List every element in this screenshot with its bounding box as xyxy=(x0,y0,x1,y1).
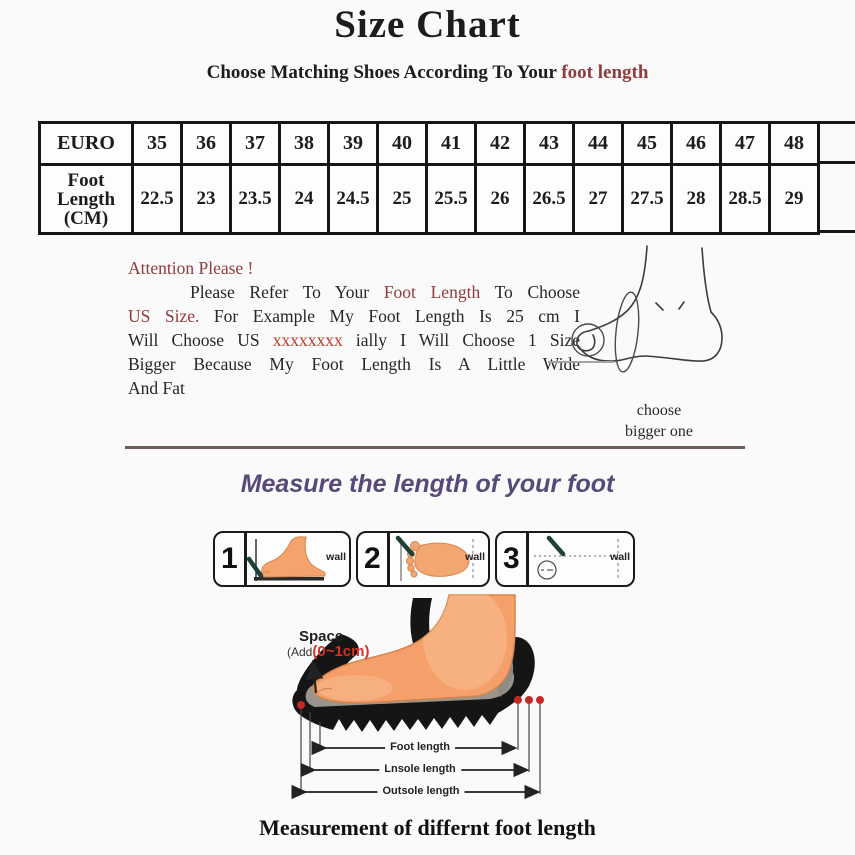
section-divider xyxy=(125,446,745,449)
bottom-caption: Measurement of differnt foot length xyxy=(259,815,596,840)
insole-length-label: Lnsole length xyxy=(379,763,461,775)
cm-cell: 26 xyxy=(476,165,525,234)
space-sub-label xyxy=(287,643,369,660)
foot-length-label: Foot length xyxy=(385,741,455,753)
table-row xyxy=(40,165,819,234)
cm-cell: 29 xyxy=(770,165,819,234)
measure-heading: Measure the length of your foot xyxy=(240,470,615,498)
euro-cell: 37 xyxy=(231,123,280,165)
attention-text: Please Refer To Your xyxy=(190,282,384,302)
step-panel-1 xyxy=(213,531,351,587)
subtitle-prefix: Choose Matching Shoes According To Your xyxy=(206,62,562,83)
table-border-extension xyxy=(817,161,855,164)
attention-highlight: US Size. xyxy=(128,306,200,326)
euro-label-cell: EURO xyxy=(40,123,133,165)
table-border-extension xyxy=(817,230,855,233)
cm-cell: 27 xyxy=(574,165,623,234)
size-table xyxy=(38,121,820,235)
euro-cell: 45 xyxy=(623,123,672,165)
attention-text: Will Choose US xyxy=(128,330,273,350)
footlength-label-line: Length xyxy=(56,188,116,210)
attention-block xyxy=(128,256,580,400)
cm-cell: 23.5 xyxy=(231,165,280,234)
euro-cell: 46 xyxy=(672,123,721,165)
attention-highlight: Foot Length xyxy=(383,282,481,302)
space-label: Space xyxy=(299,628,344,645)
euro-cell: 43 xyxy=(525,123,574,165)
table-border-extension xyxy=(817,121,855,124)
euro-cell: 40 xyxy=(378,123,427,165)
attention-text: To Choose xyxy=(480,282,580,302)
attention-line xyxy=(128,280,580,304)
step-panel-2 xyxy=(356,531,490,587)
cm-cell: 23 xyxy=(182,165,231,234)
euro-cell: 44 xyxy=(574,123,623,165)
outsole-length-label: Outsole length xyxy=(378,785,465,797)
footlength-label-cell xyxy=(40,165,133,234)
space-sub-prefix: (Add xyxy=(287,645,313,659)
attention-censored-text: xxxxxxxx xyxy=(272,330,343,350)
pencil-icon xyxy=(398,538,412,554)
attention-line xyxy=(128,304,580,328)
wall-label: wall xyxy=(326,551,346,563)
subtitle xyxy=(0,62,855,84)
attention-text: ially I Will Choose 1 Size xyxy=(342,330,580,350)
pencil-icon xyxy=(249,559,261,576)
euro-cell: 39 xyxy=(329,123,378,165)
wall-label: wall xyxy=(465,551,485,563)
step-panel-3 xyxy=(495,531,635,587)
attention-line: Bigger Because My Foot Length Is A Little Wide xyxy=(128,354,580,374)
euro-cell: 48 xyxy=(770,123,819,165)
euro-cell: 41 xyxy=(427,123,476,165)
attention-text: For Example My Foot Length Is 25 cm I xyxy=(199,306,581,326)
cm-cell: 24.5 xyxy=(329,165,378,234)
cm-cell: 26.5 xyxy=(525,165,574,234)
euro-cell: 35 xyxy=(133,123,182,165)
attention-line: And Fat xyxy=(128,378,185,398)
footlength-label-line: (CM) xyxy=(63,207,109,229)
cm-cell: 25 xyxy=(378,165,427,234)
step-number: 3 xyxy=(503,542,520,575)
step-number: 1 xyxy=(221,542,238,575)
footlength-label-line: Foot xyxy=(67,169,105,191)
cm-cell: 22.5 xyxy=(133,165,182,234)
space-sub-red: (0~1cm) xyxy=(312,643,370,660)
cm-cell: 27.5 xyxy=(623,165,672,234)
attention-heading: Attention Please ! xyxy=(128,258,254,278)
euro-cell: 36 xyxy=(182,123,231,165)
foot-sketch-illustration xyxy=(540,240,740,410)
choose-note-line: choose xyxy=(636,402,682,419)
measure-steps xyxy=(213,531,639,588)
euro-cell: 47 xyxy=(721,123,770,165)
shoe-measurement-figure xyxy=(230,593,650,808)
pencil-icon xyxy=(549,538,563,554)
table-row xyxy=(40,123,819,165)
wall-label: wall xyxy=(610,551,630,563)
cm-cell: 28 xyxy=(672,165,721,234)
page-title: Size Chart xyxy=(334,3,521,46)
step-number: 2 xyxy=(364,542,381,575)
cm-cell: 24 xyxy=(280,165,329,234)
choose-bigger-note xyxy=(598,400,720,442)
cm-cell: 28.5 xyxy=(721,165,770,234)
subtitle-highlight: foot length xyxy=(561,62,649,83)
euro-cell: 42 xyxy=(476,123,525,165)
attention-line xyxy=(128,328,580,352)
choose-note-line: bigger one xyxy=(625,423,693,440)
euro-cell: 38 xyxy=(280,123,329,165)
cm-cell: 25.5 xyxy=(427,165,476,234)
